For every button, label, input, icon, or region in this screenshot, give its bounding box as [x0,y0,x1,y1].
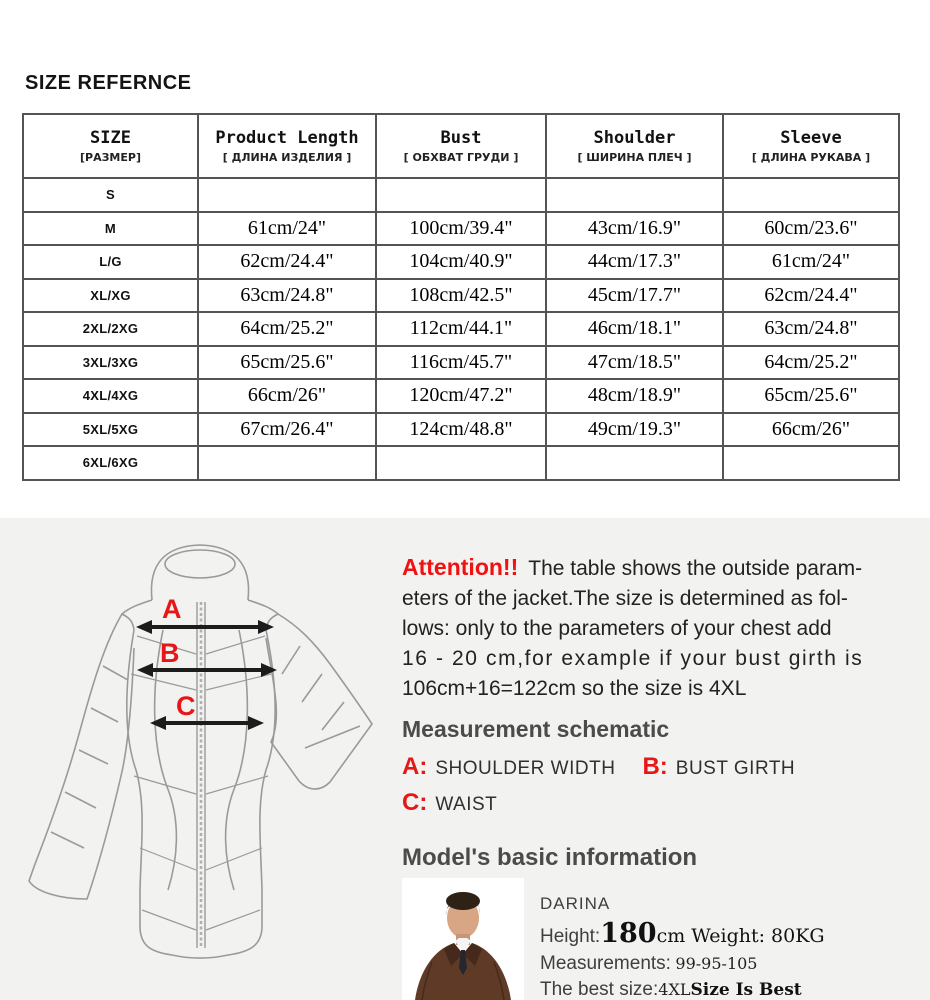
cell-length [198,446,376,480]
cell-bust [376,178,546,212]
best-size-rest: Size Is Best [690,980,802,1000]
table-row [23,245,899,279]
header-ru: [ ШИРИНА ПЛЕЧ ] [577,151,692,164]
legend-label: WAIST [435,794,498,815]
measurement-arrows [136,620,277,730]
col-header-length [198,114,376,178]
table-row [23,178,899,212]
table-row [23,379,899,413]
measurements-label: Measurements: [540,953,671,974]
header-en: SIZE [90,128,131,148]
cell-length: 63cm/24.8" [198,279,376,313]
table-row [23,446,899,480]
cell-size: XL/XG [23,279,198,313]
arrow-label-c: C [176,691,196,721]
cell-sleeve: 62cm/24.4" [723,279,899,313]
col-header-bust [376,114,546,178]
cell-bust: 120cm/47.2" [376,379,546,413]
legend-letter: A: [402,753,428,780]
right-column [402,552,926,1000]
attention-line [402,552,926,584]
legend-item-c [402,786,497,822]
attention-text: lows: only to the parameters of your chest add [402,617,832,640]
attention-paragraph [402,552,926,704]
cell-length: 61cm/24" [198,212,376,246]
cell-size: 6XL/6XG [23,446,198,480]
cell-size: 4XL/4XG [23,379,198,413]
jacket-outline [29,545,372,958]
cell-bust [376,446,546,480]
cell-bust: 124cm/48.8" [376,413,546,447]
col-header-sleeve [723,114,899,178]
cell-bust: 112cm/44.1" [376,312,546,346]
attention-text: eters of the jacket.The size is determined as fol- [402,587,848,610]
cell-length: 64cm/25.2" [198,312,376,346]
cell-sleeve [723,178,899,212]
cell-shoulder: 49cm/19.3" [546,413,723,447]
size-reference-table [22,113,900,481]
cell-shoulder: 45cm/17.7" [546,279,723,313]
cell-sleeve: 61cm/24" [723,245,899,279]
table-row [23,212,899,246]
cell-shoulder: 44cm/17.3" [546,245,723,279]
model-best-size-line [540,979,825,1000]
header-en: Shoulder [593,128,676,148]
legend-letter: C: [402,789,428,816]
cell-length: 67cm/26.4" [198,413,376,447]
table-header-row [23,114,899,178]
legend-label: SHOULDER WIDTH [435,758,616,779]
header-ru: [ ОБХВАТ ГРУДИ ] [403,151,519,164]
cell-shoulder: 43cm/16.9" [546,212,723,246]
col-header-shoulder [546,114,723,178]
model-name: DARINA [540,894,611,913]
table-row [23,346,899,380]
cell-bust: 100cm/39.4" [376,212,546,246]
cell-shoulder [546,446,723,480]
arrow-label-a: A [162,594,182,624]
legend-item-a [402,750,638,786]
cell-sleeve [723,446,899,480]
cell-sleeve: 64cm/25.2" [723,346,899,380]
cell-length: 62cm/24.4" [198,245,376,279]
info-panel [0,518,930,1000]
cell-shoulder: 46cm/18.1" [546,312,723,346]
legend-row [402,786,926,822]
model-photo [402,878,524,1000]
model-info-row [402,878,926,1000]
cell-length: 65cm/25.6" [198,346,376,380]
best-size-value: 4XL [658,980,691,999]
attention-text: 106cm+16=122cm so the size is 4XL [402,677,747,700]
cell-sleeve: 63cm/24.8" [723,312,899,346]
cell-size: M [23,212,198,246]
cell-size: L/G [23,245,198,279]
cell-length [198,178,376,212]
height-value: 180 [600,918,657,949]
table-row [23,279,899,313]
cell-size: 5XL/5XG [23,413,198,447]
measurements-value: 99-95-105 [675,954,758,973]
jacket-schematic-drawing [0,518,400,1000]
header-en: Product Length [215,128,359,148]
header-ru: [ ДЛИНА ИЗДЕЛИЯ ] [222,151,352,164]
legend-row [402,750,926,786]
legend-item-b [642,750,795,786]
cell-shoulder [546,178,723,212]
model-info-heading: Model's basic information [402,844,698,871]
cell-size: 2XL/2XG [23,312,198,346]
model-info-text [540,878,825,1000]
cell-size: S [23,178,198,212]
page-title: SIZE REFERNCE [25,72,192,94]
height-label: Height: [540,926,601,947]
cell-bust: 108cm/42.5" [376,279,546,313]
legend-letter: B: [642,753,668,780]
attention-text: 16 - 20 cm,for example if your bust girth is [402,647,864,670]
header-en: Bust [440,128,482,148]
col-header-size [23,114,198,178]
cell-sleeve: 66cm/26" [723,413,899,447]
best-size-label: The best size: [540,979,659,1000]
table-row [23,312,899,346]
model-measurements-line [540,953,825,975]
model-height-line [540,918,825,949]
cell-sleeve: 65cm/25.6" [723,379,899,413]
header-en: Sleeve [780,128,842,148]
table-row [23,413,899,447]
cell-bust: 116cm/45.7" [376,346,546,380]
cell-sleeve: 60cm/23.6" [723,212,899,246]
header-ru: [ ДЛИНА РУКАВА ] [751,151,871,164]
measurement-legend [402,750,926,822]
header-ru: [РАЗМЕР] [80,151,141,164]
arrow-label-b: B [160,638,180,668]
cell-bust: 104cm/40.9" [376,245,546,279]
cell-shoulder: 48cm/18.9" [546,379,723,413]
legend-label: BUST GIRTH [675,758,796,779]
cell-shoulder: 47cm/18.5" [546,346,723,380]
measurement-schematic-heading: Measurement schematic [402,716,670,742]
cell-size: 3XL/3XG [23,346,198,380]
height-rest: cm Weight: 80KG [656,925,825,947]
attention-text: The table shows the outside param- [528,557,863,580]
cell-length: 66cm/26" [198,379,376,413]
attention-label: Attention!! [402,554,519,580]
